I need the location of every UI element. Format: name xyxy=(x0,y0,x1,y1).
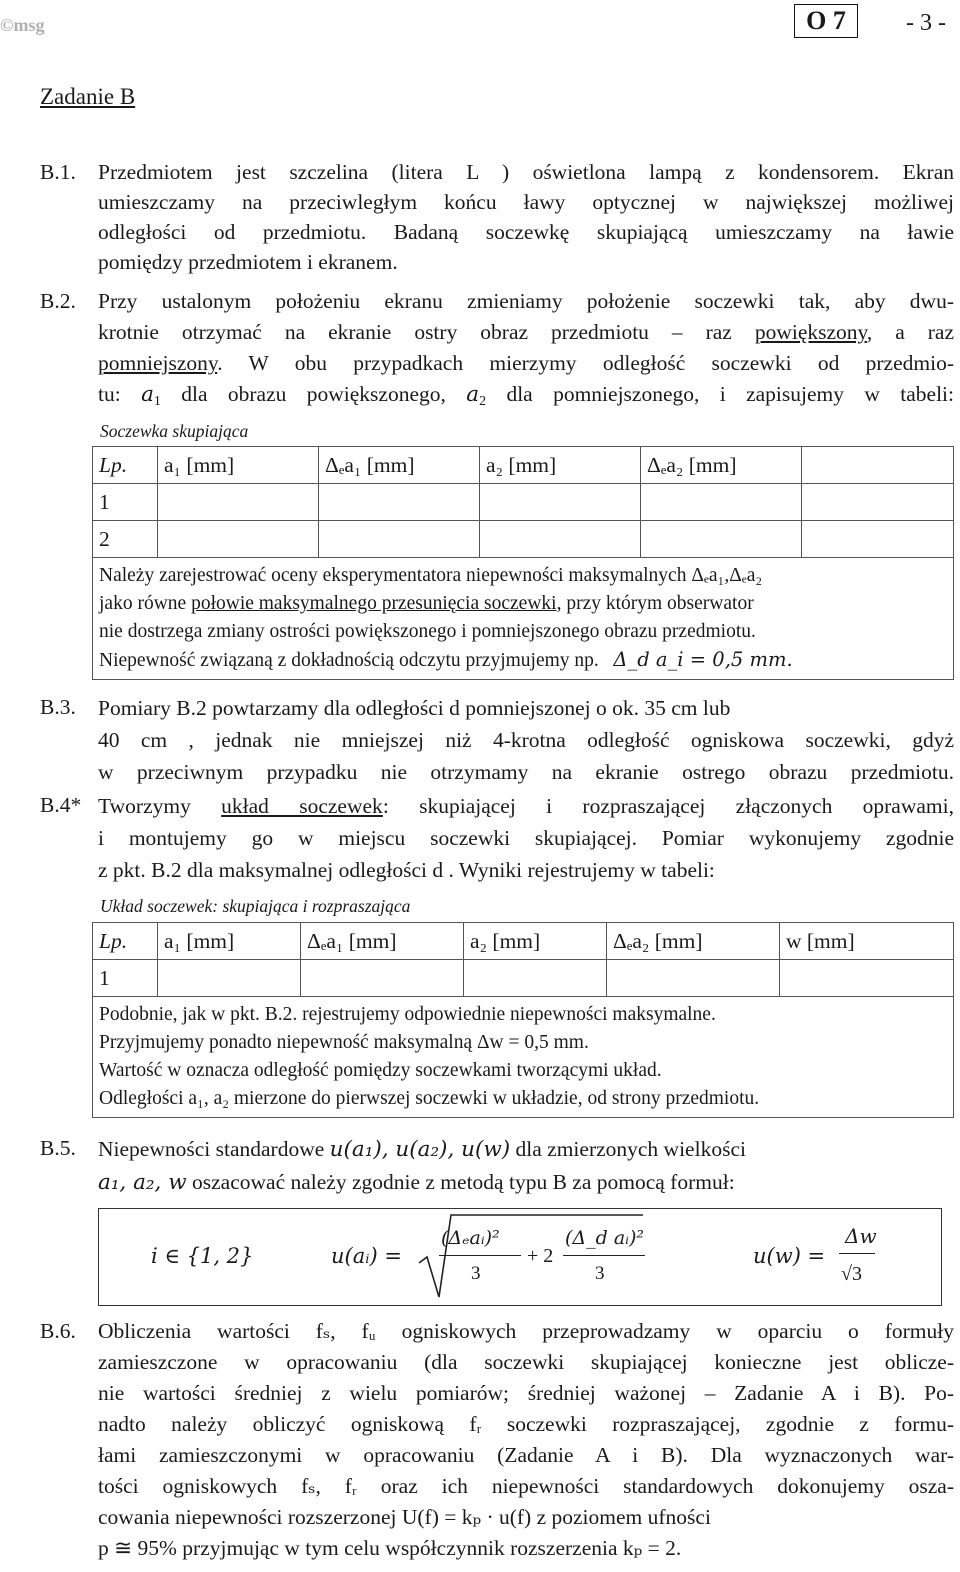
table-cell xyxy=(480,521,641,558)
document-code-box: O 7 xyxy=(794,4,858,38)
text-line: nie wartości średniej z wielu pomiarów; średniej ważonej – Zadanie A i B). Po- xyxy=(98,1381,954,1405)
table-cell xyxy=(464,960,607,997)
plus-two: + 2 xyxy=(527,1245,554,1267)
fraction-denominator-w: √3 xyxy=(841,1263,862,1285)
text-fragment: , a raz xyxy=(866,320,954,344)
table-header-cell: a₁ [mm] xyxy=(158,923,301,960)
text-line: 40 cm , jednak nie mniejszej niż 4-krotna odległość ogniskowa soczewki, gdyż xyxy=(98,728,954,752)
table-cell: 1 xyxy=(93,960,158,997)
table-cell xyxy=(158,521,319,558)
text-fragment: : skupiającej i rozpraszającej złączonych oprawami, xyxy=(382,794,954,818)
text-line: pomiędzy przedmiotem i ekranem. xyxy=(98,250,398,274)
underlined-term: pomniejszony xyxy=(98,351,218,375)
text-fragment: dla zmierzonych wielkości xyxy=(510,1137,746,1161)
table-header-cell: Δₑa₂ [mm] xyxy=(607,923,780,960)
table-cell xyxy=(301,960,464,997)
table-note-row xyxy=(93,997,954,1118)
table1-caption: Soczewka skupiająca xyxy=(100,421,249,441)
underlined-term: układ soczewek xyxy=(221,794,383,818)
text-line: nadto należy obliczyć ogniskową fᵣ soczewki rozpraszającej, zgodnie z formu- xyxy=(98,1412,954,1436)
text-line xyxy=(98,1166,954,1199)
text-line: i montujemy go w miejscu soczewki skupiającej. Pomiar wykonujemy zgodnie xyxy=(98,826,954,850)
fraction-numerator-1: (Δₑaᵢ)² xyxy=(441,1227,500,1249)
text-line xyxy=(98,379,954,417)
text-line: zamieszczone w opracowaniu (dla soczewki skupiającej konieczne jest oblicze- xyxy=(98,1350,954,1374)
step-b4-number: B.4* xyxy=(40,793,82,817)
copyright-mark: ©msg xyxy=(0,15,45,35)
note-line xyxy=(99,590,947,618)
step-b5-text xyxy=(98,1133,954,1199)
text-fragment: tu: xyxy=(98,382,142,406)
text-fragment: dla obrazu powiększonego, xyxy=(160,382,467,406)
text-fragment: dla pomniejszonego, i zapisujemy w tabeli: xyxy=(486,382,955,406)
table-header-row xyxy=(93,923,954,960)
note-line: Podobnie, jak w pkt. B.2. rejestrujemy odpowiednie niepewności maksymalne. xyxy=(99,1004,716,1025)
table-header-cell: a₁ [mm] xyxy=(158,447,319,484)
table-cell xyxy=(641,484,802,521)
text-line: Pomiary B.2 powtarzamy dla odległości d pomniejszonej o ok. 35 cm lub xyxy=(98,696,731,720)
text-fragment: . W obu przypadkach mierzymy odległość soczewki od przedmio- xyxy=(217,351,954,375)
underlined-term: powiększony xyxy=(754,320,867,344)
fraction-denominator-1: 3 xyxy=(471,1263,481,1284)
table-cell xyxy=(607,960,780,997)
table-cell xyxy=(158,484,319,521)
table-cell xyxy=(802,484,954,521)
fraction-bar-1 xyxy=(439,1255,521,1256)
table1 xyxy=(92,446,954,680)
text-fragment: oszacować należy zgodnie z metodą typu B za pomocą formuł: xyxy=(186,1170,735,1194)
step-b1-number: B.1. xyxy=(40,160,76,184)
table2-caption: Układ soczewek: skupiająca i rozpraszająca xyxy=(100,896,411,916)
note-line: Wartość w oznacza odległość pomiędzy soczewkami tworzącymi układ. xyxy=(99,1060,662,1081)
underlined-term: połowie maksymalnego przesunięcia soczewki xyxy=(191,593,557,614)
fraction-numerator-2: (Δ_d aᵢ)² xyxy=(565,1227,645,1249)
table2 xyxy=(92,922,954,1118)
text-fragment: Niepewność związaną z dokładnością odczytu przyjmujemy np. xyxy=(99,650,599,671)
text-fragment: Tworzymy xyxy=(98,794,222,818)
text-fragment: krotnie otrzymać na ekranie ostry obraz przedmiotu – raz xyxy=(98,320,755,344)
table-row xyxy=(93,484,954,521)
fraction-bar-2 xyxy=(563,1255,645,1256)
text-line: umieszczamy na przeciwległym końcu ławy optycznej w największej możliwej xyxy=(98,190,954,214)
step-b3-number: B.3. xyxy=(40,695,76,719)
note-line: Przyjmujemy ponadto niepewność maksymalną Δw = 0,5 mm. xyxy=(99,1032,589,1053)
text-line: tości ogniskowych fₛ, fᵣ oraz ich niepewności standardowych dokonujemy osza- xyxy=(98,1474,954,1498)
fraction-bar-w xyxy=(839,1253,875,1254)
table-cell xyxy=(319,484,480,521)
math-uncertainties: u(a₁), u(a₂), u(w) xyxy=(329,1137,511,1162)
math-a1: $a_1$ xyxy=(141,382,161,410)
fraction-numerator-w: Δw xyxy=(845,1224,877,1248)
math-quantities: a₁, a₂, w xyxy=(98,1170,187,1195)
table-note-row xyxy=(93,558,954,680)
section-title: Zadanie B xyxy=(40,84,136,109)
table-header-cell: Δₑa₁ [mm] xyxy=(319,447,480,484)
table-header-cell: Δₑa₂ [mm] xyxy=(641,447,802,484)
text-line: Obliczenia wartości fₛ, fᵤ ogniskowych przeprowadzamy w oparciu o formuły xyxy=(98,1319,954,1343)
table-header-cell xyxy=(802,447,954,484)
text-line: cowania niepewności rozszerzonej U(f) = kₚ · u(f) z poziomem ufności xyxy=(98,1505,711,1529)
table-cell xyxy=(158,960,301,997)
table-cell xyxy=(480,484,641,521)
step-b5-number: B.5. xyxy=(40,1136,76,1160)
formula-box xyxy=(98,1208,942,1306)
table-cell: 2 xyxy=(93,521,158,558)
step-b4-text xyxy=(98,790,954,886)
table-row xyxy=(93,960,954,997)
text-line xyxy=(98,317,954,348)
formula-uw-lhs: u(w) = xyxy=(753,1244,826,1268)
fraction-denominator-2: 3 xyxy=(595,1263,605,1284)
text-line: Przy ustalonym położeniu ekranu zmieniamy położenie soczewki tak, aby dwu- xyxy=(98,289,954,313)
table-header-cell: w [mm] xyxy=(780,923,954,960)
note-line: nie dostrzega zmiany ostrości powiększonego i pomniejszonego obrazu przedmiotu. xyxy=(99,621,756,642)
table-header-row xyxy=(93,447,954,484)
table-header-cell: a₂ [mm] xyxy=(464,923,607,960)
math-a2: $a_2$ xyxy=(466,382,487,410)
text-line: łami zamieszczonymi w opracowaniu (Zadanie A i B). Dla wyznaczonych war- xyxy=(98,1443,954,1467)
table-header-cell: Lp. xyxy=(93,447,158,484)
step-b6-number: B.6. xyxy=(40,1319,76,1343)
note-line: Odległości a₁, a₂ mierzone do pierwszej soczewki w układzie, od strony przedmiotu. xyxy=(99,1088,760,1109)
table-note xyxy=(93,558,954,680)
step-b2-text xyxy=(98,286,954,417)
text-line: w przeciwnym przypadku nie otrzymamy na ekranie ostrego obrazu przedmiotu. xyxy=(98,760,954,784)
text-line xyxy=(98,790,954,822)
step-b2-number: B.2. xyxy=(40,289,76,313)
table-cell xyxy=(319,521,480,558)
text-line xyxy=(98,1133,954,1166)
table-note xyxy=(93,997,954,1118)
page-number: - 3 - xyxy=(906,10,946,36)
table-header-cell: a₂ [mm] xyxy=(480,447,641,484)
note-line: Należy zarejestrować oceny eksperymentatora niepewności maksymalnych Δₑa₁,Δₑa₂ xyxy=(99,565,763,586)
formula-u-ai-lhs: u(aᵢ) = xyxy=(331,1244,402,1268)
text-line: p ≅ 95% przyjmując w tym celu współczynnik rozszerzenia kₚ = 2. xyxy=(98,1536,682,1560)
table-cell xyxy=(780,960,954,997)
table-cell xyxy=(802,521,954,558)
text-fragment: , przy którym obserwator xyxy=(556,593,754,614)
text-line: Przedmiotem jest szczelina (litera L ) oświetlona lampą z kondensorem. Ekran xyxy=(98,160,954,184)
text-line: z pkt. B.2 dla maksymalnej odległości d . Wyniki rejestrujemy w tabeli: xyxy=(98,858,715,882)
text-line xyxy=(98,348,954,379)
step-b1-text xyxy=(98,157,954,277)
text-fragment: Niepewności standardowe xyxy=(98,1137,330,1161)
note-line xyxy=(99,646,947,675)
table-row xyxy=(93,521,954,558)
text-fragment: jako równe xyxy=(99,593,192,614)
step-b3-text xyxy=(98,692,954,788)
table-cell: 1 xyxy=(93,484,158,521)
table-header-cell: Lp. xyxy=(93,923,158,960)
table-cell xyxy=(641,521,802,558)
text-line: odległości od przedmiotu. Badaną soczewkę skupiającą umieszczamy na ławie xyxy=(98,220,954,244)
index-set: i ∈ {1, 2} xyxy=(151,1244,254,1268)
math-delta-d: Δ_d a_i = 0,5 mm. xyxy=(613,648,793,671)
step-b6-text xyxy=(98,1316,954,1564)
table-header-cell: Δₑa₁ [mm] xyxy=(301,923,464,960)
